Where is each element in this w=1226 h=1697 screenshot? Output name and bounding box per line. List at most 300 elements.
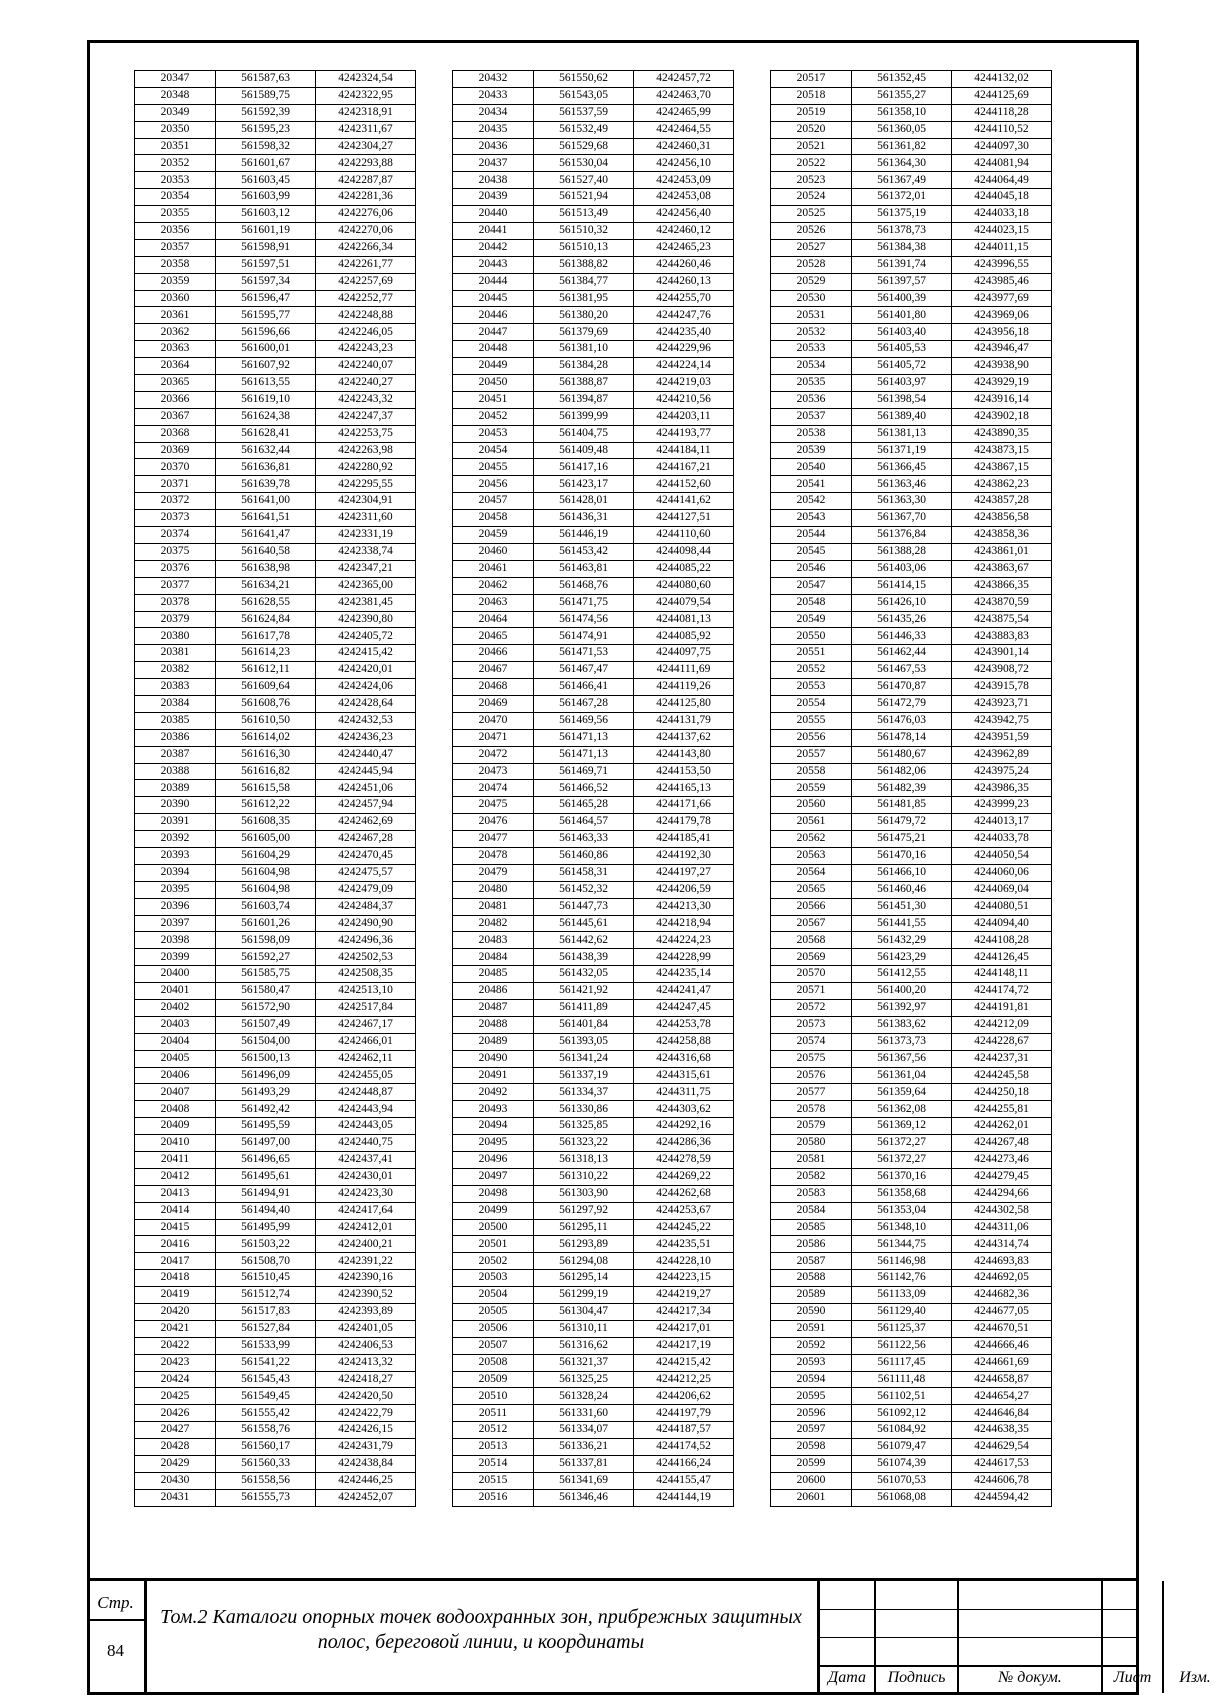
point-number-cell: 20423 (135, 1354, 216, 1371)
y-coordinate-cell: 4244185,41 (634, 831, 734, 848)
table-row (453, 408, 734, 425)
table-row (453, 104, 734, 121)
x-coordinate-cell: 561510,45 (216, 1270, 316, 1287)
y-coordinate-cell: 4242261,77 (316, 256, 416, 273)
x-coordinate-cell: 561394,87 (534, 391, 634, 408)
y-coordinate-cell: 4242266,34 (316, 239, 416, 256)
x-coordinate-cell: 561303,90 (534, 1185, 634, 1202)
point-number-cell: 20359 (135, 273, 216, 290)
y-coordinate-cell: 4244661,69 (952, 1354, 1052, 1371)
point-number-cell: 20375 (135, 543, 216, 560)
table-row (771, 679, 1052, 696)
point-number-cell: 20414 (135, 1202, 216, 1219)
y-coordinate-cell: 4243870,59 (952, 594, 1052, 611)
x-coordinate-cell: 561616,82 (216, 763, 316, 780)
column-label-date: Дата (828, 1669, 866, 1686)
y-coordinate-cell: 4242448,87 (316, 1084, 416, 1101)
y-coordinate-cell: 4244229,96 (634, 341, 734, 358)
x-coordinate-cell: 561560,33 (216, 1456, 316, 1473)
point-number-cell: 20562 (771, 831, 852, 848)
x-coordinate-cell: 561079,47 (852, 1439, 952, 1456)
y-coordinate-cell: 4242513,10 (316, 983, 416, 1000)
point-number-cell: 20376 (135, 560, 216, 577)
point-number-cell: 20525 (771, 206, 852, 223)
y-coordinate-cell: 4242445,94 (316, 763, 416, 780)
y-coordinate-cell: 4243969,06 (952, 307, 1052, 324)
table-row (453, 1354, 734, 1371)
y-coordinate-cell: 4242270,06 (316, 223, 416, 240)
x-coordinate-cell: 561527,84 (216, 1320, 316, 1337)
point-number-cell: 20400 (135, 966, 216, 983)
x-coordinate-cell: 561328,24 (534, 1388, 634, 1405)
x-coordinate-cell: 561615,58 (216, 780, 316, 797)
y-coordinate-cell: 4243962,89 (952, 746, 1052, 763)
point-number-cell: 20559 (771, 780, 852, 797)
y-coordinate-cell: 4242276,06 (316, 206, 416, 223)
y-coordinate-cell: 4243975,24 (952, 763, 1052, 780)
y-coordinate-cell: 4243901,14 (952, 645, 1052, 662)
x-coordinate-cell: 561560,17 (216, 1439, 316, 1456)
x-coordinate-cell: 561467,47 (534, 662, 634, 679)
table-row (453, 712, 734, 729)
y-coordinate-cell: 4244217,34 (634, 1304, 734, 1321)
x-coordinate-cell: 561084,92 (852, 1422, 952, 1439)
point-number-cell: 20372 (135, 493, 216, 510)
x-coordinate-cell: 561295,14 (534, 1270, 634, 1287)
table-row (453, 864, 734, 881)
point-number-cell: 20433 (453, 87, 534, 104)
table-row (771, 594, 1052, 611)
table-row (135, 1337, 416, 1354)
table-row (135, 1439, 416, 1456)
point-number-cell: 20500 (453, 1219, 534, 1236)
x-coordinate-cell: 561293,89 (534, 1236, 634, 1253)
point-number-cell: 20513 (453, 1439, 534, 1456)
point-number-cell: 20378 (135, 594, 216, 611)
point-number-cell: 20498 (453, 1185, 534, 1202)
x-coordinate-cell: 561388,28 (852, 543, 952, 560)
x-coordinate-cell: 561607,92 (216, 358, 316, 375)
table-row (135, 1304, 416, 1321)
point-number-cell: 20524 (771, 189, 852, 206)
table-row (453, 425, 734, 442)
table-row (771, 1135, 1052, 1152)
x-coordinate-cell: 561447,73 (534, 898, 634, 915)
point-number-cell: 20468 (453, 679, 534, 696)
y-coordinate-cell: 4243942,75 (952, 712, 1052, 729)
y-coordinate-cell: 4244228,10 (634, 1253, 734, 1270)
table-row (135, 814, 416, 831)
x-coordinate-cell: 561603,74 (216, 898, 316, 915)
x-coordinate-cell: 561466,52 (534, 780, 634, 797)
x-coordinate-cell: 561513,49 (534, 206, 634, 223)
table-row (771, 966, 1052, 983)
point-number-cell: 20478 (453, 847, 534, 864)
point-number-cell: 20520 (771, 121, 852, 138)
point-number-cell: 20533 (771, 341, 852, 358)
x-coordinate-cell: 561608,76 (216, 695, 316, 712)
table-row (135, 898, 416, 915)
x-coordinate-cell: 561453,42 (534, 543, 634, 560)
x-coordinate-cell: 561549,45 (216, 1388, 316, 1405)
x-coordinate-cell: 561470,16 (852, 847, 952, 864)
table-row (453, 543, 734, 560)
table-row (453, 1287, 734, 1304)
coordinates-table-2 (452, 70, 734, 1507)
y-coordinate-cell: 4242413,32 (316, 1354, 416, 1371)
table-row (771, 780, 1052, 797)
table-row (771, 898, 1052, 915)
table-row (453, 594, 734, 611)
x-coordinate-cell: 561371,19 (852, 442, 952, 459)
table-row (453, 915, 734, 932)
point-number-cell: 20599 (771, 1456, 852, 1473)
point-number-cell: 20471 (453, 729, 534, 746)
x-coordinate-cell: 561468,76 (534, 577, 634, 594)
table-row (771, 1472, 1052, 1489)
table-row (771, 1388, 1052, 1405)
x-coordinate-cell: 561641,51 (216, 510, 316, 527)
point-number-cell: 20526 (771, 223, 852, 240)
x-coordinate-cell: 561603,45 (216, 172, 316, 189)
point-number-cell: 20494 (453, 1118, 534, 1135)
y-coordinate-cell: 4244269,22 (634, 1168, 734, 1185)
table-row (453, 172, 734, 189)
y-coordinate-cell: 4244098,44 (634, 543, 734, 560)
y-coordinate-cell: 4244013,17 (952, 814, 1052, 831)
x-coordinate-cell: 561601,26 (216, 915, 316, 932)
y-coordinate-cell: 4242406,53 (316, 1337, 416, 1354)
table-row (453, 1152, 734, 1169)
table-row (771, 1489, 1052, 1506)
table-row (771, 1236, 1052, 1253)
x-coordinate-cell: 561310,22 (534, 1168, 634, 1185)
x-coordinate-cell: 561619,10 (216, 391, 316, 408)
x-coordinate-cell: 561604,29 (216, 847, 316, 864)
point-number-cell: 20403 (135, 1016, 216, 1033)
table-row (771, 341, 1052, 358)
point-number-cell: 20565 (771, 881, 852, 898)
table-row (135, 1168, 416, 1185)
table-row (453, 932, 734, 949)
point-number-cell: 20467 (453, 662, 534, 679)
y-coordinate-cell: 4244224,23 (634, 932, 734, 949)
x-coordinate-cell: 561337,81 (534, 1456, 634, 1473)
table-row (135, 1084, 416, 1101)
table-row (771, 206, 1052, 223)
table-row (771, 712, 1052, 729)
point-number-cell: 20386 (135, 729, 216, 746)
point-number-cell: 20499 (453, 1202, 534, 1219)
point-number-cell: 20590 (771, 1304, 852, 1321)
x-coordinate-cell: 561610,50 (216, 712, 316, 729)
y-coordinate-cell: 4244097,75 (634, 645, 734, 662)
y-coordinate-cell: 4242400,21 (316, 1236, 416, 1253)
y-coordinate-cell: 4244125,80 (634, 695, 734, 712)
point-number-cell: 20484 (453, 949, 534, 966)
x-coordinate-cell: 561348,10 (852, 1219, 952, 1236)
x-coordinate-cell: 561346,46 (534, 1489, 634, 1506)
x-coordinate-cell: 561129,40 (852, 1304, 952, 1321)
point-number-cell: 20445 (453, 290, 534, 307)
point-number-cell: 20474 (453, 780, 534, 797)
point-number-cell: 20348 (135, 87, 216, 104)
table-row (135, 1354, 416, 1371)
point-number-cell: 20492 (453, 1084, 534, 1101)
table-row (771, 831, 1052, 848)
y-coordinate-cell: 4242443,05 (316, 1118, 416, 1135)
point-number-cell: 20411 (135, 1152, 216, 1169)
point-number-cell: 20371 (135, 476, 216, 493)
x-coordinate-cell: 561507,49 (216, 1016, 316, 1033)
point-number-cell: 20436 (453, 138, 534, 155)
x-coordinate-cell: 561555,42 (216, 1405, 316, 1422)
x-coordinate-cell: 561336,21 (534, 1439, 634, 1456)
table-row (135, 797, 416, 814)
y-coordinate-cell: 4244217,19 (634, 1337, 734, 1354)
point-number-cell: 20451 (453, 391, 534, 408)
table-row (771, 1067, 1052, 1084)
y-coordinate-cell: 4242257,69 (316, 273, 416, 290)
x-coordinate-cell: 561537,59 (534, 104, 634, 121)
y-coordinate-cell: 4244179,78 (634, 814, 734, 831)
table-row (135, 1219, 416, 1236)
point-number-cell: 20472 (453, 746, 534, 763)
y-coordinate-cell: 4242390,52 (316, 1287, 416, 1304)
table-row (135, 206, 416, 223)
table-row (135, 1067, 416, 1084)
x-coordinate-cell: 561614,02 (216, 729, 316, 746)
x-coordinate-cell: 561613,55 (216, 375, 316, 392)
table-row (771, 476, 1052, 493)
table-row (771, 645, 1052, 662)
point-number-cell: 20507 (453, 1337, 534, 1354)
point-number-cell: 20600 (771, 1472, 852, 1489)
y-coordinate-cell: 4242420,50 (316, 1388, 416, 1405)
y-coordinate-cell: 4244255,81 (952, 1101, 1052, 1118)
x-coordinate-cell: 561497,00 (216, 1135, 316, 1152)
table-row (771, 493, 1052, 510)
y-coordinate-cell: 4242293,88 (316, 155, 416, 172)
y-coordinate-cell: 4244213,30 (634, 898, 734, 915)
x-coordinate-cell: 561355,27 (852, 87, 952, 104)
table-row (771, 527, 1052, 544)
x-coordinate-cell: 561521,94 (534, 189, 634, 206)
point-number-cell: 20594 (771, 1371, 852, 1388)
table-row (135, 527, 416, 544)
table-row (453, 1456, 734, 1473)
x-coordinate-cell: 561446,33 (852, 628, 952, 645)
x-coordinate-cell: 561378,73 (852, 223, 952, 240)
y-coordinate-cell: 4243863,67 (952, 560, 1052, 577)
x-coordinate-cell: 561325,85 (534, 1118, 634, 1135)
y-coordinate-cell: 4244155,47 (634, 1472, 734, 1489)
table-row (135, 831, 416, 848)
y-coordinate-cell: 4242467,28 (316, 831, 416, 848)
x-coordinate-cell: 561401,84 (534, 1016, 634, 1033)
point-number-cell: 20373 (135, 510, 216, 527)
point-number-cell: 20501 (453, 1236, 534, 1253)
y-coordinate-cell: 4244192,30 (634, 847, 734, 864)
y-coordinate-cell: 4244286,36 (634, 1135, 734, 1152)
y-coordinate-cell: 4242311,60 (316, 510, 416, 527)
table-row (453, 1168, 734, 1185)
table-row (135, 307, 416, 324)
x-coordinate-cell: 561376,84 (852, 527, 952, 544)
table-row (771, 510, 1052, 527)
y-coordinate-cell: 4242311,67 (316, 121, 416, 138)
y-coordinate-cell: 4242381,45 (316, 594, 416, 611)
table-row (771, 864, 1052, 881)
table-row (771, 324, 1052, 341)
x-coordinate-cell: 561441,55 (852, 915, 952, 932)
x-coordinate-cell: 561527,40 (534, 172, 634, 189)
x-coordinate-cell: 561628,55 (216, 594, 316, 611)
table-row (453, 847, 734, 864)
x-coordinate-cell: 561423,17 (534, 476, 634, 493)
x-coordinate-cell: 561512,74 (216, 1287, 316, 1304)
table-row (453, 797, 734, 814)
point-number-cell: 20583 (771, 1185, 852, 1202)
x-coordinate-cell: 561412,55 (852, 966, 952, 983)
table-row (453, 1067, 734, 1084)
x-coordinate-cell: 561372,01 (852, 189, 952, 206)
x-coordinate-cell: 561446,19 (534, 527, 634, 544)
x-coordinate-cell: 561500,13 (216, 1050, 316, 1067)
table-row (453, 1202, 734, 1219)
y-coordinate-cell: 4242467,17 (316, 1016, 416, 1033)
point-number-cell: 20545 (771, 543, 852, 560)
table-row (453, 527, 734, 544)
point-number-cell: 20366 (135, 391, 216, 408)
table-row (771, 577, 1052, 594)
x-coordinate-cell: 561364,30 (852, 155, 952, 172)
y-coordinate-cell: 4244260,46 (634, 256, 734, 273)
table-row (135, 324, 416, 341)
y-coordinate-cell: 4244011,15 (952, 239, 1052, 256)
y-coordinate-cell: 4242405,72 (316, 628, 416, 645)
point-number-cell: 20350 (135, 121, 216, 138)
x-coordinate-cell: 561388,82 (534, 256, 634, 273)
y-coordinate-cell: 4244241,47 (634, 983, 734, 1000)
y-coordinate-cell: 4242243,32 (316, 391, 416, 408)
point-number-cell: 20449 (453, 358, 534, 375)
table-row (453, 966, 734, 983)
y-coordinate-cell: 4244144,19 (634, 1489, 734, 1506)
coordinates-table-1 (134, 70, 416, 1507)
table-row (135, 1489, 416, 1506)
y-coordinate-cell: 4242446,25 (316, 1472, 416, 1489)
column-label-change: Изм. (1179, 1669, 1211, 1686)
point-number-cell: 20593 (771, 1354, 852, 1371)
y-coordinate-cell: 4242456,40 (634, 206, 734, 223)
y-coordinate-cell: 4242456,10 (634, 155, 734, 172)
table-row (771, 425, 1052, 442)
y-coordinate-cell: 4242347,21 (316, 560, 416, 577)
x-coordinate-cell: 561445,61 (534, 915, 634, 932)
table-row (771, 949, 1052, 966)
x-coordinate-cell: 561471,13 (534, 746, 634, 763)
y-coordinate-cell: 4244316,68 (634, 1050, 734, 1067)
y-coordinate-cell: 4242470,45 (316, 847, 416, 864)
point-number-cell: 20519 (771, 104, 852, 121)
x-coordinate-cell: 561585,75 (216, 966, 316, 983)
point-number-cell: 20360 (135, 290, 216, 307)
y-coordinate-cell: 4244629,54 (952, 1439, 1052, 1456)
point-number-cell: 20544 (771, 527, 852, 544)
x-coordinate-cell: 561436,31 (534, 510, 634, 527)
point-number-cell: 20444 (453, 273, 534, 290)
x-coordinate-cell: 561587,63 (216, 71, 316, 88)
point-number-cell: 20396 (135, 898, 216, 915)
x-coordinate-cell: 561304,47 (534, 1304, 634, 1321)
point-number-cell: 20408 (135, 1101, 216, 1118)
point-number-cell: 20497 (453, 1168, 534, 1185)
table-row (135, 1320, 416, 1337)
y-coordinate-cell: 4244060,06 (952, 864, 1052, 881)
point-number-cell: 20448 (453, 341, 534, 358)
x-coordinate-cell: 561467,53 (852, 662, 952, 679)
table-row (453, 358, 734, 375)
table-row (453, 1118, 734, 1135)
x-coordinate-cell: 561068,08 (852, 1489, 952, 1506)
table-row (453, 746, 734, 763)
y-coordinate-cell: 4244302,58 (952, 1202, 1052, 1219)
y-coordinate-cell: 4244212,25 (634, 1371, 734, 1388)
point-number-cell: 20485 (453, 966, 534, 983)
y-coordinate-cell: 4242401,05 (316, 1320, 416, 1337)
point-number-cell: 20587 (771, 1253, 852, 1270)
point-number-cell: 20363 (135, 341, 216, 358)
point-number-cell: 20383 (135, 679, 216, 696)
x-coordinate-cell: 561435,26 (852, 611, 952, 628)
table-row (135, 1253, 416, 1270)
point-number-cell: 20508 (453, 1354, 534, 1371)
x-coordinate-cell: 561442,62 (534, 932, 634, 949)
y-coordinate-cell: 4242463,70 (634, 87, 734, 104)
x-coordinate-cell: 561595,77 (216, 307, 316, 324)
y-coordinate-cell: 4244126,45 (952, 949, 1052, 966)
point-number-cell: 20399 (135, 949, 216, 966)
y-coordinate-cell: 4242440,47 (316, 746, 416, 763)
point-number-cell: 20460 (453, 543, 534, 560)
x-coordinate-cell: 561604,98 (216, 864, 316, 881)
point-number-cell: 20564 (771, 864, 852, 881)
x-coordinate-cell: 561632,44 (216, 442, 316, 459)
y-coordinate-cell: 4244617,53 (952, 1456, 1052, 1473)
x-coordinate-cell: 561474,91 (534, 628, 634, 645)
point-number-cell: 20469 (453, 695, 534, 712)
y-coordinate-cell: 4244174,72 (952, 983, 1052, 1000)
x-coordinate-cell: 561603,12 (216, 206, 316, 223)
point-number-cell: 20597 (771, 1422, 852, 1439)
y-coordinate-cell: 4244110,52 (952, 121, 1052, 138)
y-coordinate-cell: 4242460,31 (634, 138, 734, 155)
table-row (453, 662, 734, 679)
y-coordinate-cell: 4244279,45 (952, 1168, 1052, 1185)
y-coordinate-cell: 4244245,22 (634, 1219, 734, 1236)
x-coordinate-cell: 561609,64 (216, 679, 316, 696)
y-coordinate-cell: 4242443,94 (316, 1101, 416, 1118)
point-number-cell: 20406 (135, 1067, 216, 1084)
x-coordinate-cell: 561318,13 (534, 1152, 634, 1169)
title-block (87, 1578, 1211, 1693)
y-coordinate-cell: 4242453,09 (634, 172, 734, 189)
x-coordinate-cell: 561495,99 (216, 1219, 316, 1236)
point-number-cell: 20361 (135, 307, 216, 324)
y-coordinate-cell: 4243999,23 (952, 797, 1052, 814)
point-number-cell: 20369 (135, 442, 216, 459)
